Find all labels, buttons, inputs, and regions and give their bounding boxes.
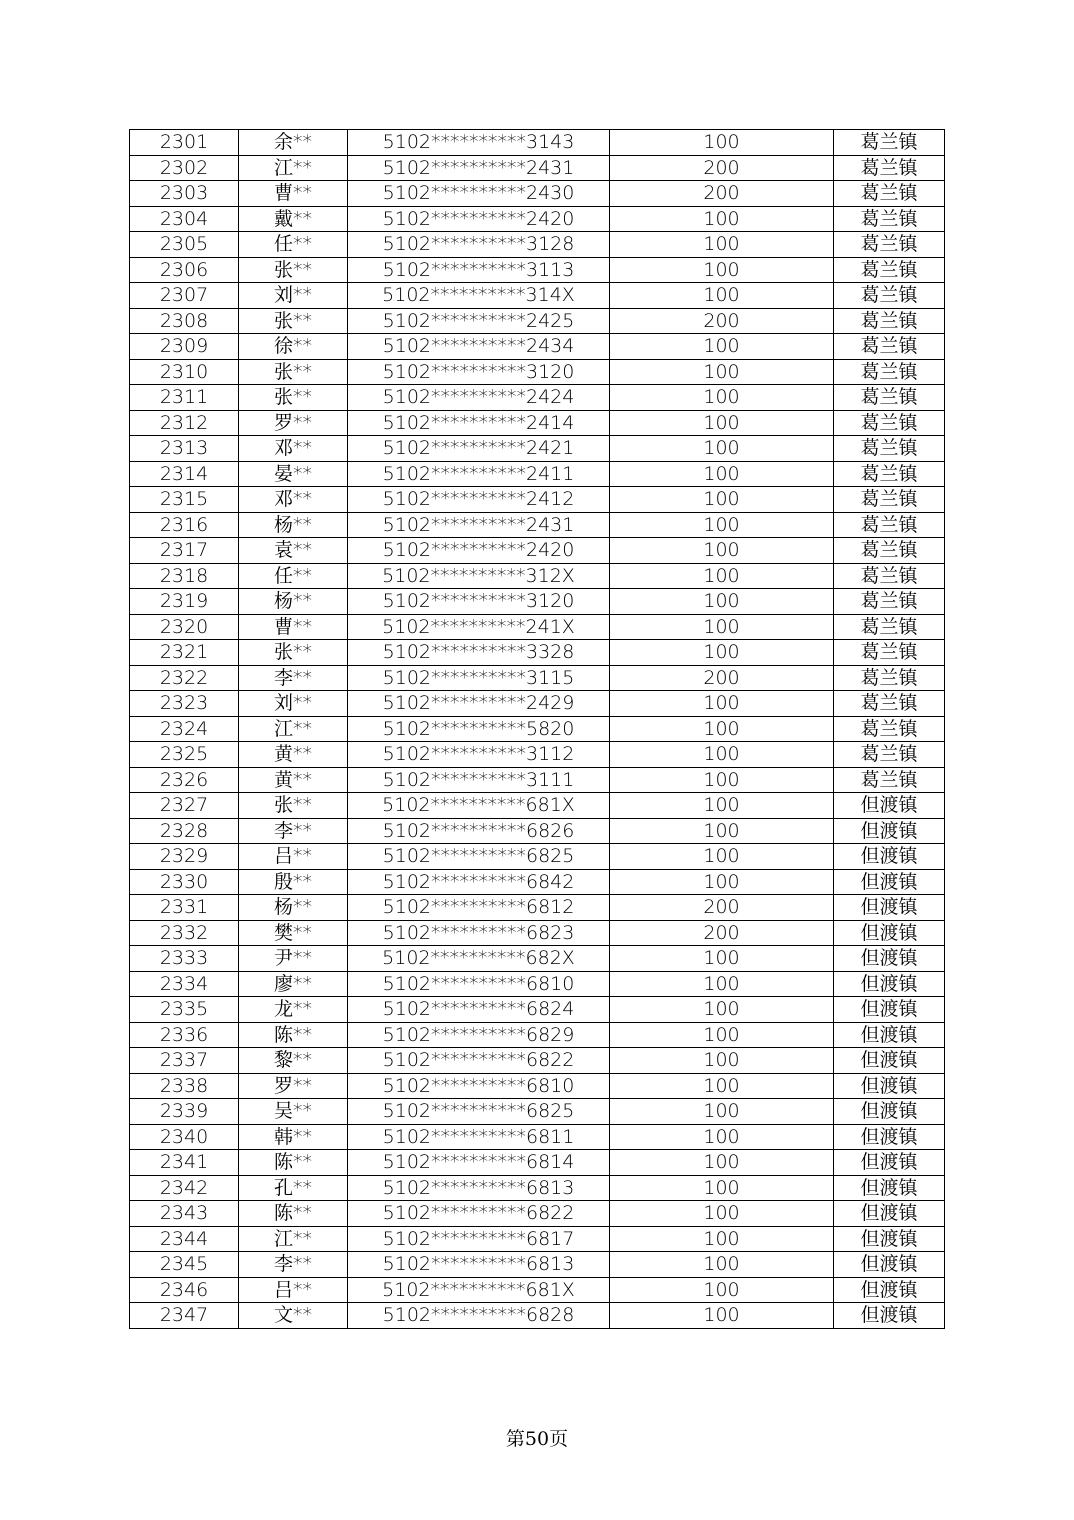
table-row [130, 1252, 945, 1278]
amount-cell: 100 [610, 1277, 834, 1303]
amount-cell: 100 [610, 1048, 834, 1074]
name-cell: 殷** [239, 869, 348, 895]
row-number-cell: 2310 [130, 359, 239, 385]
table-row [130, 1201, 945, 1227]
row-number-cell: 2320 [130, 614, 239, 640]
name-cell: 张** [239, 793, 348, 819]
amount-cell: 100 [610, 283, 834, 309]
town-cell: 但渡镇 [834, 1048, 945, 1074]
amount-cell: 100 [610, 385, 834, 411]
id-number-cell: 5102**********241X [348, 614, 610, 640]
town-cell: 但渡镇 [834, 1277, 945, 1303]
row-number-cell: 2327 [130, 793, 239, 819]
id-number-cell: 5102**********6817 [348, 1226, 610, 1252]
id-number-cell: 5102**********681X [348, 1277, 610, 1303]
name-cell: 邓** [239, 487, 348, 513]
id-number-cell: 5102**********6824 [348, 997, 610, 1023]
amount-cell: 100 [610, 563, 834, 589]
name-cell: 黄** [239, 742, 348, 768]
amount-cell: 100 [610, 130, 834, 156]
town-cell: 葛兰镇 [834, 130, 945, 156]
table-row [130, 232, 945, 258]
row-number-cell: 2337 [130, 1048, 239, 1074]
row-number-cell: 2316 [130, 512, 239, 538]
name-cell: 文** [239, 1303, 348, 1329]
amount-cell: 100 [610, 793, 834, 819]
town-cell: 葛兰镇 [834, 538, 945, 564]
id-number-cell: 5102**********6813 [348, 1175, 610, 1201]
row-number-cell: 2313 [130, 436, 239, 462]
table-row [130, 563, 945, 589]
id-number-cell: 5102**********2420 [348, 538, 610, 564]
town-cell: 但渡镇 [834, 946, 945, 972]
table-row [130, 461, 945, 487]
town-cell: 葛兰镇 [834, 589, 945, 615]
amount-cell: 100 [610, 1150, 834, 1176]
town-cell: 葛兰镇 [834, 155, 945, 181]
row-number-cell: 2324 [130, 716, 239, 742]
name-cell: 李** [239, 818, 348, 844]
row-number-cell: 2340 [130, 1124, 239, 1150]
table-row [130, 920, 945, 946]
id-number-cell: 5102**********312X [348, 563, 610, 589]
table-row [130, 1303, 945, 1329]
town-cell: 葛兰镇 [834, 181, 945, 207]
town-cell: 葛兰镇 [834, 716, 945, 742]
row-number-cell: 2328 [130, 818, 239, 844]
table-row [130, 640, 945, 666]
town-cell: 但渡镇 [834, 1252, 945, 1278]
name-cell: 余** [239, 130, 348, 156]
amount-cell: 100 [610, 1201, 834, 1227]
town-cell: 葛兰镇 [834, 742, 945, 768]
amount-cell: 100 [610, 818, 834, 844]
row-number-cell: 2331 [130, 895, 239, 921]
town-cell: 葛兰镇 [834, 410, 945, 436]
amount-cell: 100 [610, 487, 834, 513]
table-row [130, 155, 945, 181]
table-row [130, 206, 945, 232]
name-cell: 李** [239, 1252, 348, 1278]
id-number-cell: 5102**********3120 [348, 589, 610, 615]
amount-cell: 100 [610, 1022, 834, 1048]
row-number-cell: 2345 [130, 1252, 239, 1278]
table-row [130, 410, 945, 436]
name-cell: 吴** [239, 1099, 348, 1125]
table-row [130, 1150, 945, 1176]
row-number-cell: 2307 [130, 283, 239, 309]
name-cell: 邓** [239, 436, 348, 462]
table-row [130, 1048, 945, 1074]
row-number-cell: 2305 [130, 232, 239, 258]
name-cell: 张** [239, 359, 348, 385]
name-cell: 黄** [239, 767, 348, 793]
id-number-cell: 5102**********6826 [348, 818, 610, 844]
table-row [130, 716, 945, 742]
id-number-cell: 5102**********6814 [348, 1150, 610, 1176]
row-number-cell: 2344 [130, 1226, 239, 1252]
id-number-cell: 5102**********6829 [348, 1022, 610, 1048]
name-cell: 戴** [239, 206, 348, 232]
table-row [130, 487, 945, 513]
name-cell: 陈** [239, 1150, 348, 1176]
name-cell: 廖** [239, 971, 348, 997]
name-cell: 刘** [239, 691, 348, 717]
town-cell: 葛兰镇 [834, 359, 945, 385]
id-number-cell: 5102**********682X [348, 946, 610, 972]
name-cell: 韩** [239, 1124, 348, 1150]
row-number-cell: 2302 [130, 155, 239, 181]
id-number-cell: 5102**********6823 [348, 920, 610, 946]
table-row [130, 1277, 945, 1303]
table-row [130, 895, 945, 921]
town-cell: 但渡镇 [834, 818, 945, 844]
town-cell: 但渡镇 [834, 997, 945, 1023]
row-number-cell: 2314 [130, 461, 239, 487]
amount-cell: 100 [610, 334, 834, 360]
row-number-cell: 2322 [130, 665, 239, 691]
id-number-cell: 5102**********2421 [348, 436, 610, 462]
amount-cell: 100 [610, 1073, 834, 1099]
amount-cell: 100 [610, 691, 834, 717]
row-number-cell: 2306 [130, 257, 239, 283]
amount-cell: 200 [610, 895, 834, 921]
amount-cell: 100 [610, 1124, 834, 1150]
id-number-cell: 5102**********3112 [348, 742, 610, 768]
name-cell: 吕** [239, 1277, 348, 1303]
town-cell: 葛兰镇 [834, 512, 945, 538]
town-cell: 葛兰镇 [834, 640, 945, 666]
table-row [130, 844, 945, 870]
id-number-cell: 5102**********6825 [348, 844, 610, 870]
row-number-cell: 2347 [130, 1303, 239, 1329]
row-number-cell: 2311 [130, 385, 239, 411]
id-number-cell: 5102**********6810 [348, 1073, 610, 1099]
name-cell: 吕** [239, 844, 348, 870]
amount-cell: 200 [610, 181, 834, 207]
id-number-cell: 5102**********314X [348, 283, 610, 309]
table-row [130, 691, 945, 717]
id-number-cell: 5102**********681X [348, 793, 610, 819]
table-row [130, 334, 945, 360]
amount-cell: 100 [610, 997, 834, 1023]
amount-cell: 100 [610, 716, 834, 742]
name-cell: 张** [239, 308, 348, 334]
town-cell: 但渡镇 [834, 920, 945, 946]
row-number-cell: 2326 [130, 767, 239, 793]
town-cell: 葛兰镇 [834, 232, 945, 258]
row-number-cell: 2323 [130, 691, 239, 717]
id-number-cell: 5102**********3111 [348, 767, 610, 793]
table-row [130, 359, 945, 385]
name-cell: 任** [239, 232, 348, 258]
row-number-cell: 2304 [130, 206, 239, 232]
table-row [130, 1022, 945, 1048]
id-number-cell: 5102**********5820 [348, 716, 610, 742]
town-cell: 但渡镇 [834, 971, 945, 997]
amount-cell: 100 [610, 1226, 834, 1252]
table-row [130, 1099, 945, 1125]
town-cell: 但渡镇 [834, 895, 945, 921]
name-cell: 樊** [239, 920, 348, 946]
amount-cell: 200 [610, 155, 834, 181]
row-number-cell: 2342 [130, 1175, 239, 1201]
town-cell: 葛兰镇 [834, 665, 945, 691]
table-row [130, 283, 945, 309]
amount-cell: 100 [610, 946, 834, 972]
name-cell: 陈** [239, 1022, 348, 1048]
name-cell: 袁** [239, 538, 348, 564]
table-row [130, 1073, 945, 1099]
town-cell: 葛兰镇 [834, 563, 945, 589]
name-cell: 曹** [239, 614, 348, 640]
town-cell: 但渡镇 [834, 1073, 945, 1099]
town-cell: 葛兰镇 [834, 257, 945, 283]
town-cell: 葛兰镇 [834, 461, 945, 487]
id-number-cell: 5102**********2430 [348, 181, 610, 207]
town-cell: 但渡镇 [834, 1124, 945, 1150]
town-cell: 葛兰镇 [834, 334, 945, 360]
row-number-cell: 2338 [130, 1073, 239, 1099]
row-number-cell: 2330 [130, 869, 239, 895]
amount-cell: 100 [610, 410, 834, 436]
id-number-cell: 5102**********3120 [348, 359, 610, 385]
name-cell: 江** [239, 716, 348, 742]
town-cell: 葛兰镇 [834, 767, 945, 793]
table-row [130, 538, 945, 564]
id-number-cell: 5102**********6828 [348, 1303, 610, 1329]
row-number-cell: 2318 [130, 563, 239, 589]
id-number-cell: 5102**********3128 [348, 232, 610, 258]
amount-cell: 100 [610, 461, 834, 487]
table-row [130, 793, 945, 819]
name-cell: 张** [239, 640, 348, 666]
page-number: 第50页 [505, 1428, 569, 1450]
row-number-cell: 2301 [130, 130, 239, 156]
row-number-cell: 2312 [130, 410, 239, 436]
name-cell: 尹** [239, 946, 348, 972]
table-row [130, 869, 945, 895]
name-cell: 李** [239, 665, 348, 691]
table-row [130, 257, 945, 283]
amount-cell: 100 [610, 1175, 834, 1201]
name-cell: 晏** [239, 461, 348, 487]
table-row [130, 1226, 945, 1252]
row-number-cell: 2346 [130, 1277, 239, 1303]
town-cell: 但渡镇 [834, 1303, 945, 1329]
id-number-cell: 5102**********2425 [348, 308, 610, 334]
id-number-cell: 5102**********3113 [348, 257, 610, 283]
id-number-cell: 5102**********3115 [348, 665, 610, 691]
town-cell: 葛兰镇 [834, 614, 945, 640]
table-row [130, 1175, 945, 1201]
amount-cell: 100 [610, 1252, 834, 1278]
table-row [130, 181, 945, 207]
amount-cell: 100 [610, 257, 834, 283]
town-cell: 但渡镇 [834, 1150, 945, 1176]
id-number-cell: 5102**********6810 [348, 971, 610, 997]
row-number-cell: 2309 [130, 334, 239, 360]
row-number-cell: 2333 [130, 946, 239, 972]
amount-cell: 100 [610, 1099, 834, 1125]
table-row [130, 130, 945, 156]
name-cell: 杨** [239, 589, 348, 615]
id-number-cell: 5102**********3143 [348, 130, 610, 156]
roster-table [129, 129, 945, 1329]
id-number-cell: 5102**********6842 [348, 869, 610, 895]
amount-cell: 200 [610, 665, 834, 691]
town-cell: 但渡镇 [834, 1226, 945, 1252]
table-row [130, 946, 945, 972]
id-number-cell: 5102**********2414 [348, 410, 610, 436]
id-number-cell: 5102**********2420 [348, 206, 610, 232]
table-row [130, 997, 945, 1023]
town-cell: 葛兰镇 [834, 283, 945, 309]
town-cell: 但渡镇 [834, 1201, 945, 1227]
row-number-cell: 2339 [130, 1099, 239, 1125]
name-cell: 张** [239, 385, 348, 411]
name-cell: 刘** [239, 283, 348, 309]
amount-cell: 100 [610, 869, 834, 895]
name-cell: 黎** [239, 1048, 348, 1074]
name-cell: 张** [239, 257, 348, 283]
table-row [130, 614, 945, 640]
id-number-cell: 5102**********6813 [348, 1252, 610, 1278]
table-row [130, 589, 945, 615]
amount-cell: 100 [610, 844, 834, 870]
town-cell: 但渡镇 [834, 793, 945, 819]
row-number-cell: 2335 [130, 997, 239, 1023]
amount-cell: 200 [610, 308, 834, 334]
row-number-cell: 2334 [130, 971, 239, 997]
amount-cell: 100 [610, 971, 834, 997]
name-cell: 陈** [239, 1201, 348, 1227]
table-row [130, 767, 945, 793]
table-row [130, 1124, 945, 1150]
amount-cell: 100 [610, 232, 834, 258]
id-number-cell: 5102**********6822 [348, 1048, 610, 1074]
table-row [130, 512, 945, 538]
row-number-cell: 2308 [130, 308, 239, 334]
amount-cell: 100 [610, 742, 834, 768]
row-number-cell: 2315 [130, 487, 239, 513]
amount-cell: 100 [610, 640, 834, 666]
roster-table-body [130, 130, 945, 1329]
amount-cell: 100 [610, 767, 834, 793]
id-number-cell: 5102**********6825 [348, 1099, 610, 1125]
name-cell: 罗** [239, 1073, 348, 1099]
town-cell: 葛兰镇 [834, 691, 945, 717]
row-number-cell: 2332 [130, 920, 239, 946]
name-cell: 徐** [239, 334, 348, 360]
amount-cell: 100 [610, 614, 834, 640]
id-number-cell: 5102**********2434 [348, 334, 610, 360]
town-cell: 但渡镇 [834, 1175, 945, 1201]
row-number-cell: 2329 [130, 844, 239, 870]
id-number-cell: 5102**********6812 [348, 895, 610, 921]
town-cell: 但渡镇 [834, 1022, 945, 1048]
amount-cell: 100 [610, 359, 834, 385]
amount-cell: 100 [610, 538, 834, 564]
id-number-cell: 5102**********2431 [348, 155, 610, 181]
row-number-cell: 2317 [130, 538, 239, 564]
row-number-cell: 2343 [130, 1201, 239, 1227]
town-cell: 但渡镇 [834, 844, 945, 870]
name-cell: 杨** [239, 895, 348, 921]
name-cell: 江** [239, 155, 348, 181]
id-number-cell: 5102**********2411 [348, 461, 610, 487]
name-cell: 罗** [239, 410, 348, 436]
amount-cell: 100 [610, 436, 834, 462]
town-cell: 葛兰镇 [834, 206, 945, 232]
id-number-cell: 5102**********3328 [348, 640, 610, 666]
id-number-cell: 5102**********6822 [348, 1201, 610, 1227]
amount-cell: 100 [610, 206, 834, 232]
row-number-cell: 2336 [130, 1022, 239, 1048]
name-cell: 江** [239, 1226, 348, 1252]
amount-cell: 100 [610, 512, 834, 538]
name-cell: 龙** [239, 997, 348, 1023]
amount-cell: 200 [610, 920, 834, 946]
table-row [130, 436, 945, 462]
town-cell: 但渡镇 [834, 869, 945, 895]
id-number-cell: 5102**********2412 [348, 487, 610, 513]
town-cell: 但渡镇 [834, 1099, 945, 1125]
table-row [130, 742, 945, 768]
name-cell: 孔** [239, 1175, 348, 1201]
town-cell: 葛兰镇 [834, 436, 945, 462]
row-number-cell: 2321 [130, 640, 239, 666]
row-number-cell: 2319 [130, 589, 239, 615]
amount-cell: 100 [610, 589, 834, 615]
table-row [130, 665, 945, 691]
id-number-cell: 5102**********2431 [348, 512, 610, 538]
table-row [130, 818, 945, 844]
amount-cell: 100 [610, 1303, 834, 1329]
table-row [130, 385, 945, 411]
name-cell: 曹** [239, 181, 348, 207]
town-cell: 葛兰镇 [834, 487, 945, 513]
name-cell: 任** [239, 563, 348, 589]
id-number-cell: 5102**********2429 [348, 691, 610, 717]
id-number-cell: 5102**********2424 [348, 385, 610, 411]
name-cell: 杨** [239, 512, 348, 538]
row-number-cell: 2341 [130, 1150, 239, 1176]
table-row [130, 971, 945, 997]
table-row [130, 308, 945, 334]
row-number-cell: 2325 [130, 742, 239, 768]
id-number-cell: 5102**********6811 [348, 1124, 610, 1150]
row-number-cell: 2303 [130, 181, 239, 207]
town-cell: 葛兰镇 [834, 385, 945, 411]
town-cell: 葛兰镇 [834, 308, 945, 334]
